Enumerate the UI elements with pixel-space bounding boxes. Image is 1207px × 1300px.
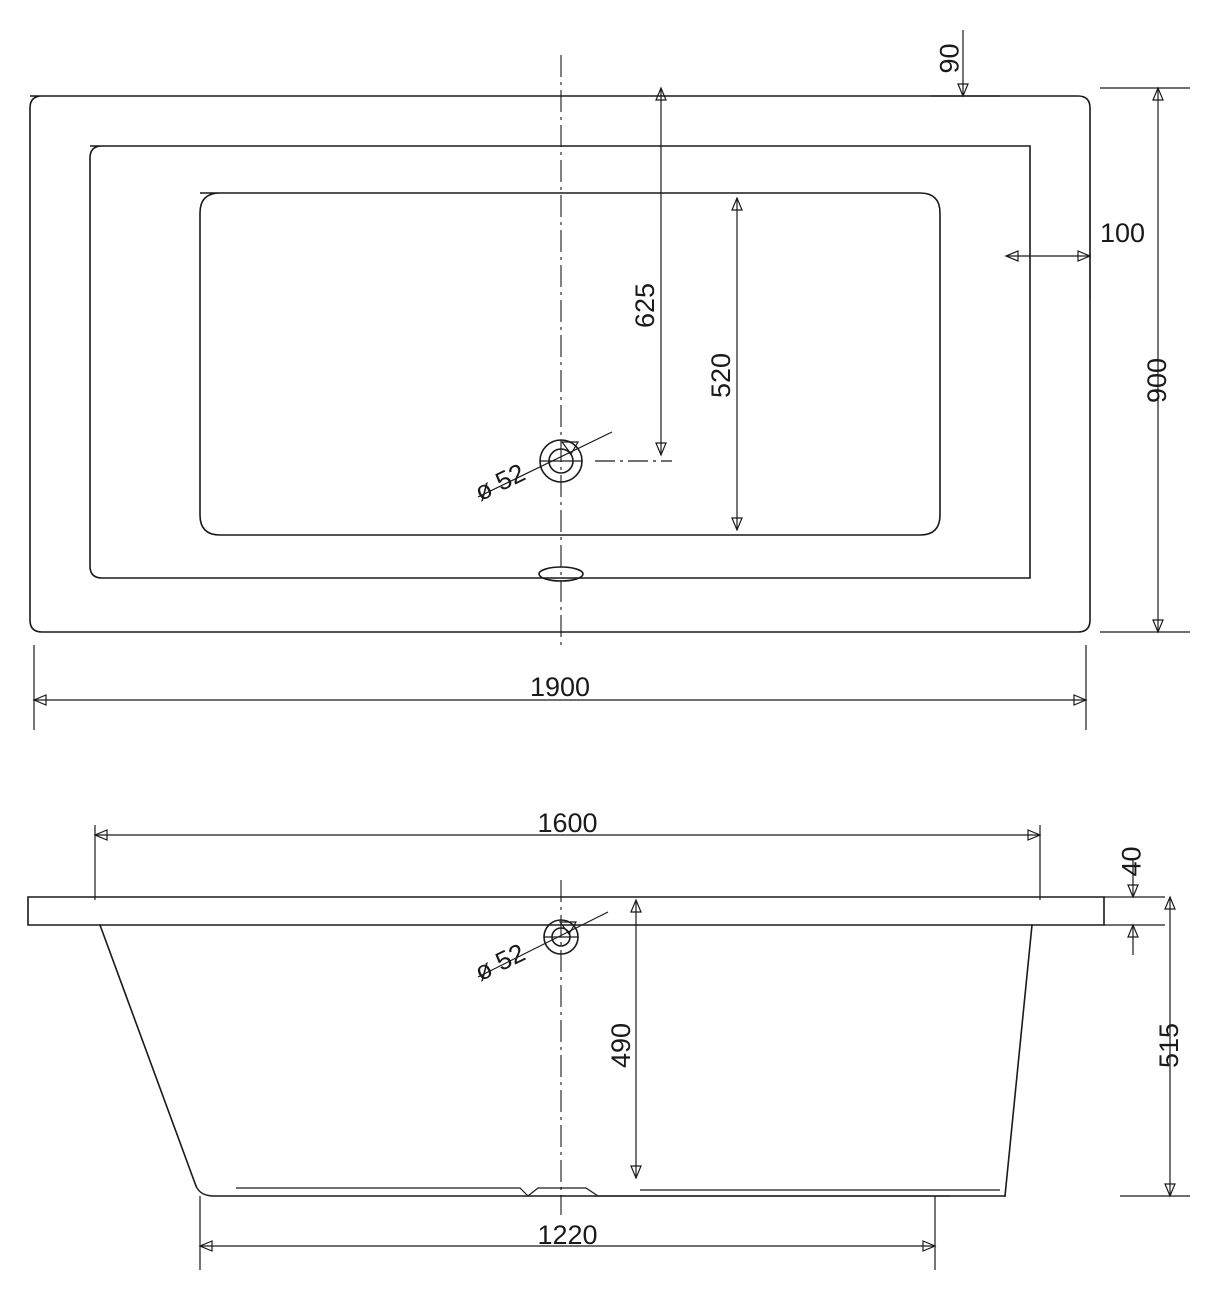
dimension-text: 490 — [606, 1022, 637, 1068]
dimension-label-top-rim-length: 1600 — [537, 808, 598, 838]
dimension-label-rim-thickness — [1104, 836, 1160, 886]
dimension-text: 40 — [1116, 845, 1147, 877]
dimension-text: 520 — [706, 352, 737, 398]
top-view-dimensions — [34, 30, 1190, 730]
dimension-text: 515 — [1154, 1022, 1185, 1068]
dimension-text: 90 — [934, 42, 965, 74]
dimension-text: 625 — [630, 282, 661, 328]
dimension-text: 900 — [1142, 357, 1173, 403]
dimension-label-drain-diameter-top — [455, 456, 545, 507]
dimension-text: ø 52 — [469, 936, 530, 987]
dimension-label-drain-offset-a — [616, 260, 676, 350]
dimension-label-rim-offset-top — [930, 28, 970, 88]
dimension-text: ø 52 — [469, 456, 530, 507]
dimension-label-inner-width — [692, 330, 752, 420]
dimension-label-inner-depth — [592, 1000, 652, 1090]
dimension-label-overall-width — [1128, 330, 1188, 430]
dimension-label-overall-height — [1140, 1000, 1200, 1090]
dimension-label-drain-diameter-front — [455, 936, 545, 987]
top-view-geometry — [30, 55, 1090, 645]
dimension-label-rim-offset-right: 100 — [1100, 218, 1146, 248]
dimension-label-base-length: 1220 — [537, 1220, 598, 1250]
dimension-label-overall-length: 1900 — [529, 672, 591, 702]
